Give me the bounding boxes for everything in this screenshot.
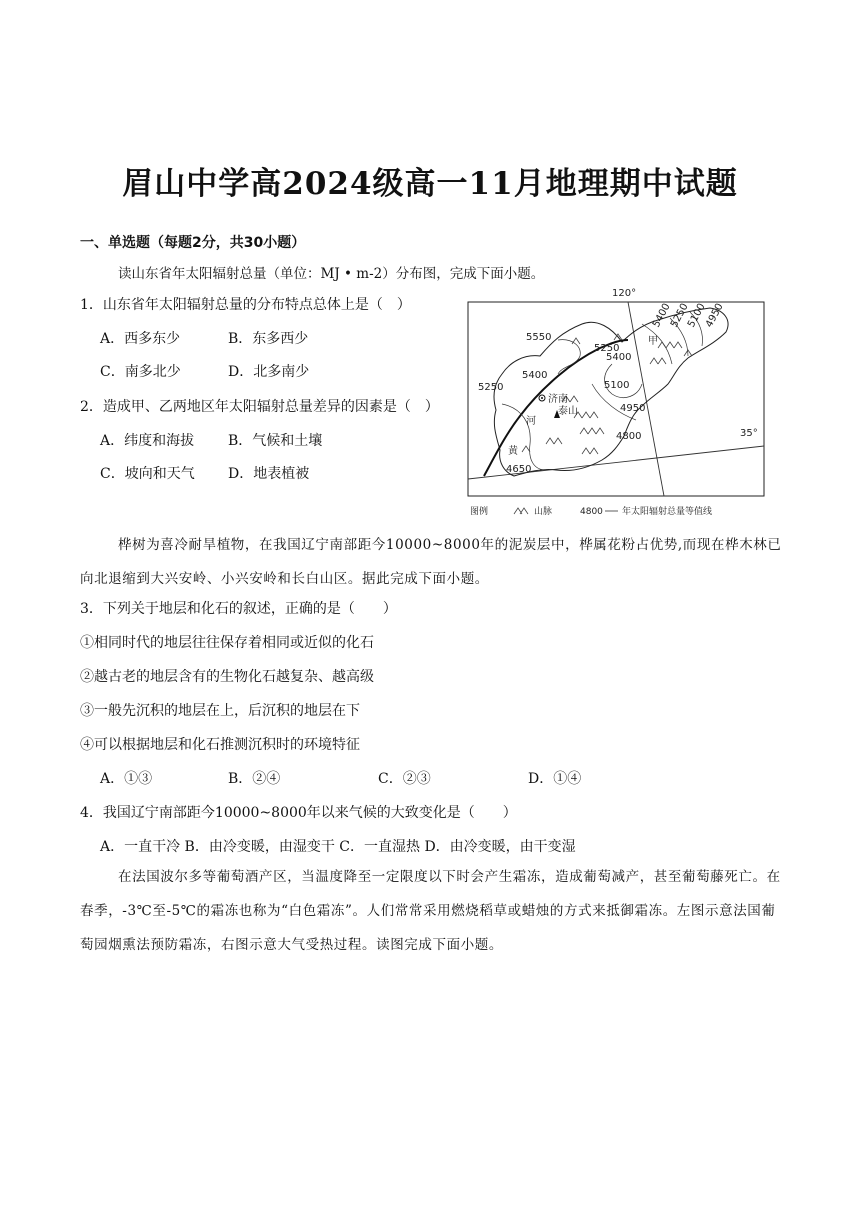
svg-text:4800: 4800 bbox=[580, 507, 603, 517]
q2-option-c[interactable]: C．坡向和天气 bbox=[100, 466, 195, 482]
group3-intro: 在法国波尔多等葡萄酒产区，当温度降至一定限度以下时会产生霜冻，造成葡萄减产，甚至葡萄藤死亡。在春季，-3℃至-5℃的霜冻也称为“白色霜冻”。人们常常采用燃烧稻草或蜡烛的方式来抵御霜冻。左图示意法国葡萄园烟熏法预防霜冻，右图示意大气受热过程。读图完成下面小题。 bbox=[80, 869, 781, 953]
place-jia: 甲 bbox=[648, 336, 658, 347]
q1-option-d[interactable]: D．北多南少 bbox=[228, 364, 310, 380]
svg-text:图例: 图例 bbox=[470, 507, 489, 517]
q2-option-b[interactable]: B．气候和土壤 bbox=[228, 433, 323, 449]
question-1-stem: 1．山东省年太阳辐射总量的分布特点总体上是（ ） bbox=[80, 297, 411, 313]
svg-text:4650: 4650 bbox=[506, 464, 532, 475]
svg-text:5250: 5250 bbox=[668, 301, 691, 330]
q1-option-a[interactable]: A．西多东少 bbox=[100, 331, 181, 347]
q2-option-d[interactable]: D．地表植被 bbox=[228, 466, 310, 482]
longitude-label: 120° bbox=[612, 288, 637, 299]
q4-options[interactable]: A．一直干冷 B．由冷变暖，由湿变干 C．一直湿热 D．由冷变暖，由干变湿 bbox=[100, 839, 576, 855]
question-4-stem: 4．我国辽宁南部距今10000~8000年以来气候的大致变化是（ ） bbox=[80, 805, 517, 821]
map-legend bbox=[470, 505, 712, 517]
section-heading: 一、单选题（每题2分，共30小题） bbox=[80, 235, 306, 251]
svg-text:山脉: 山脉 bbox=[534, 507, 553, 517]
q3-statement-1: ①相同时代的地层往往保存着相同或近似的化石 bbox=[80, 635, 374, 651]
group2-intro: 桦树为喜冷耐旱植物，在我国辽宁南部距今10000~8000年的泥炭层中，桦属花粉占优势,而现在桦木林已向北退缩到大兴安岭、小兴安岭和长白山区。据此完成下面小题。 bbox=[80, 537, 782, 587]
svg-text:5400: 5400 bbox=[650, 301, 673, 330]
svg-text:5250: 5250 bbox=[478, 382, 504, 393]
svg-text:5400: 5400 bbox=[522, 370, 548, 381]
svg-text:5100: 5100 bbox=[685, 301, 708, 330]
svg-text:4950: 4950 bbox=[703, 301, 726, 330]
q1-option-b[interactable]: B．东多西少 bbox=[228, 331, 309, 347]
svg-text:4950: 4950 bbox=[620, 403, 646, 414]
q3-option-b[interactable]: B．②④ bbox=[228, 771, 281, 787]
svg-text:年太阳辐射总量等值线: 年太阳辐射总量等值线 bbox=[622, 507, 713, 517]
q3-option-c[interactable]: C．②③ bbox=[378, 771, 431, 787]
q1-option-c[interactable]: C．南多北少 bbox=[100, 364, 181, 380]
longitude-line bbox=[628, 302, 664, 496]
q2-option-a[interactable]: A．纬度和海拔 bbox=[100, 433, 195, 449]
svg-text:5250: 5250 bbox=[594, 343, 620, 354]
group1-intro: 读山东省年太阳辐射总量（单位：MJ • m-2）分布图，完成下面小题。 bbox=[118, 266, 545, 282]
q3-statement-2: ②越古老的地层含有的生物化石越复杂、越高级 bbox=[80, 669, 374, 685]
q3-statement-3: ③一般先沉积的地层在上，后沉积的地层在下 bbox=[80, 703, 360, 719]
svg-text:4800: 4800 bbox=[616, 431, 642, 442]
svg-text:5100: 5100 bbox=[604, 380, 630, 391]
place-he: 河 bbox=[526, 416, 536, 427]
question-3-stem: 3．下列关于地层和化石的叙述，正确的是（ ） bbox=[80, 601, 397, 617]
shandong-solar-radiation-map bbox=[462, 284, 772, 520]
q3-option-d[interactable]: D．①④ bbox=[528, 771, 582, 787]
latitude-label: 35° bbox=[740, 428, 758, 439]
svg-text:5550: 5550 bbox=[526, 332, 552, 343]
place-taishan: 泰山 bbox=[558, 406, 578, 417]
place-jinan: 济南 bbox=[548, 394, 568, 405]
question-2-stem: 2．造成甲、乙两地区年太阳辐射总量差异的因素是（ ） bbox=[80, 399, 439, 415]
q3-statement-4: ④可以根据地层和化石推测沉积时的环境特征 bbox=[80, 737, 360, 753]
svg-text:5400: 5400 bbox=[606, 352, 632, 363]
page-title: 眉山中学高2024级高一11月地理期中试题 bbox=[122, 166, 738, 202]
place-huang: 黄 bbox=[508, 446, 518, 457]
q3-option-a[interactable]: A．①③ bbox=[100, 771, 153, 787]
